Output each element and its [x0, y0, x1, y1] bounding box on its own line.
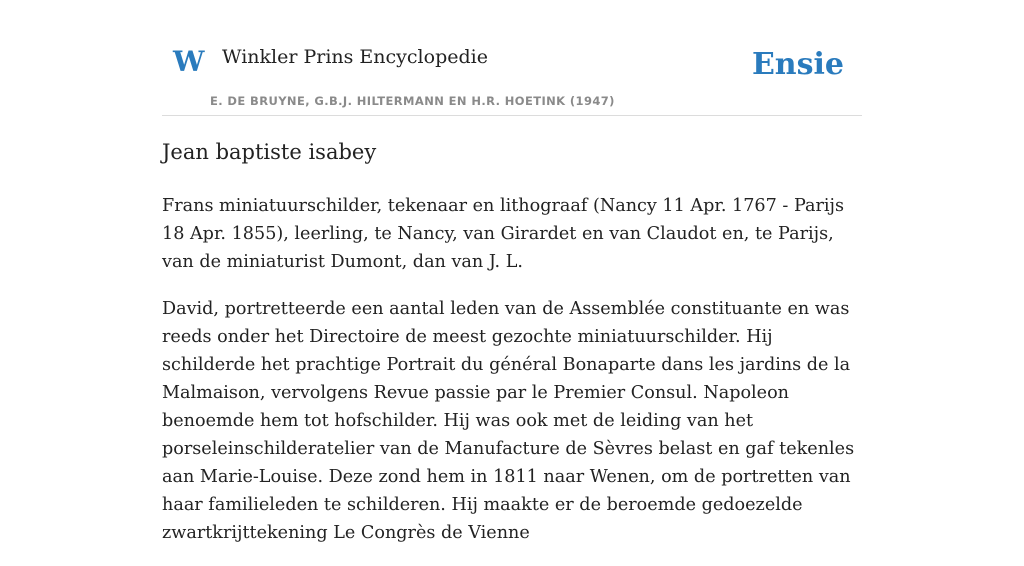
article-paragraph: Frans miniatuurschilder, tekenaar en lithograaf (Nancy 11 Apr. 1767 - Parijs 18 Apr. 1855), leerling, te Nancy, van Girardet en van Claudot en, te Parijs, van de miniaturist Dumont, dan van J. L.: [162, 196, 845, 272]
source-authors: E. DE BRUYNE, G.B.J. HILTERMANN EN H.R. HOETINK (1947): [210, 94, 615, 108]
source-header: [162, 0, 862, 116]
article-paragraph: David, portretteerde een aantal leden van de Assemblée constituante en was reeds onder het Directoire de meest gezochte miniatuurschilder. Hij schilderde het prachtige Portrait du général Bonaparte dans les jardins de la Malmaison, vervolgens Revue passie par le Premier Consul. Napoleon benoemde hem tot hofschilder. Hij was ook met de leiding van het porseleinschilderatelier van de Manufacture de Sèvres belast en gaf tekenles aan Marie-Louise. Deze zond hem in 1811 naar Wenen, om de portretten van haar familieleden te schilderen. Hij maakte er de beroemde gedoezelde zwartkrijttekening Le Congrès de Vienne: [162, 299, 855, 543]
winkler-prins-logo-icon[interactable]: W: [173, 45, 205, 78]
ensie-brand-link[interactable]: Ensie: [751, 47, 844, 82]
article-title: Jean baptiste isabey: [162, 140, 377, 164]
article-body: [162, 192, 862, 566]
source-title[interactable]: Winkler Prins Encyclopedie: [222, 46, 488, 68]
